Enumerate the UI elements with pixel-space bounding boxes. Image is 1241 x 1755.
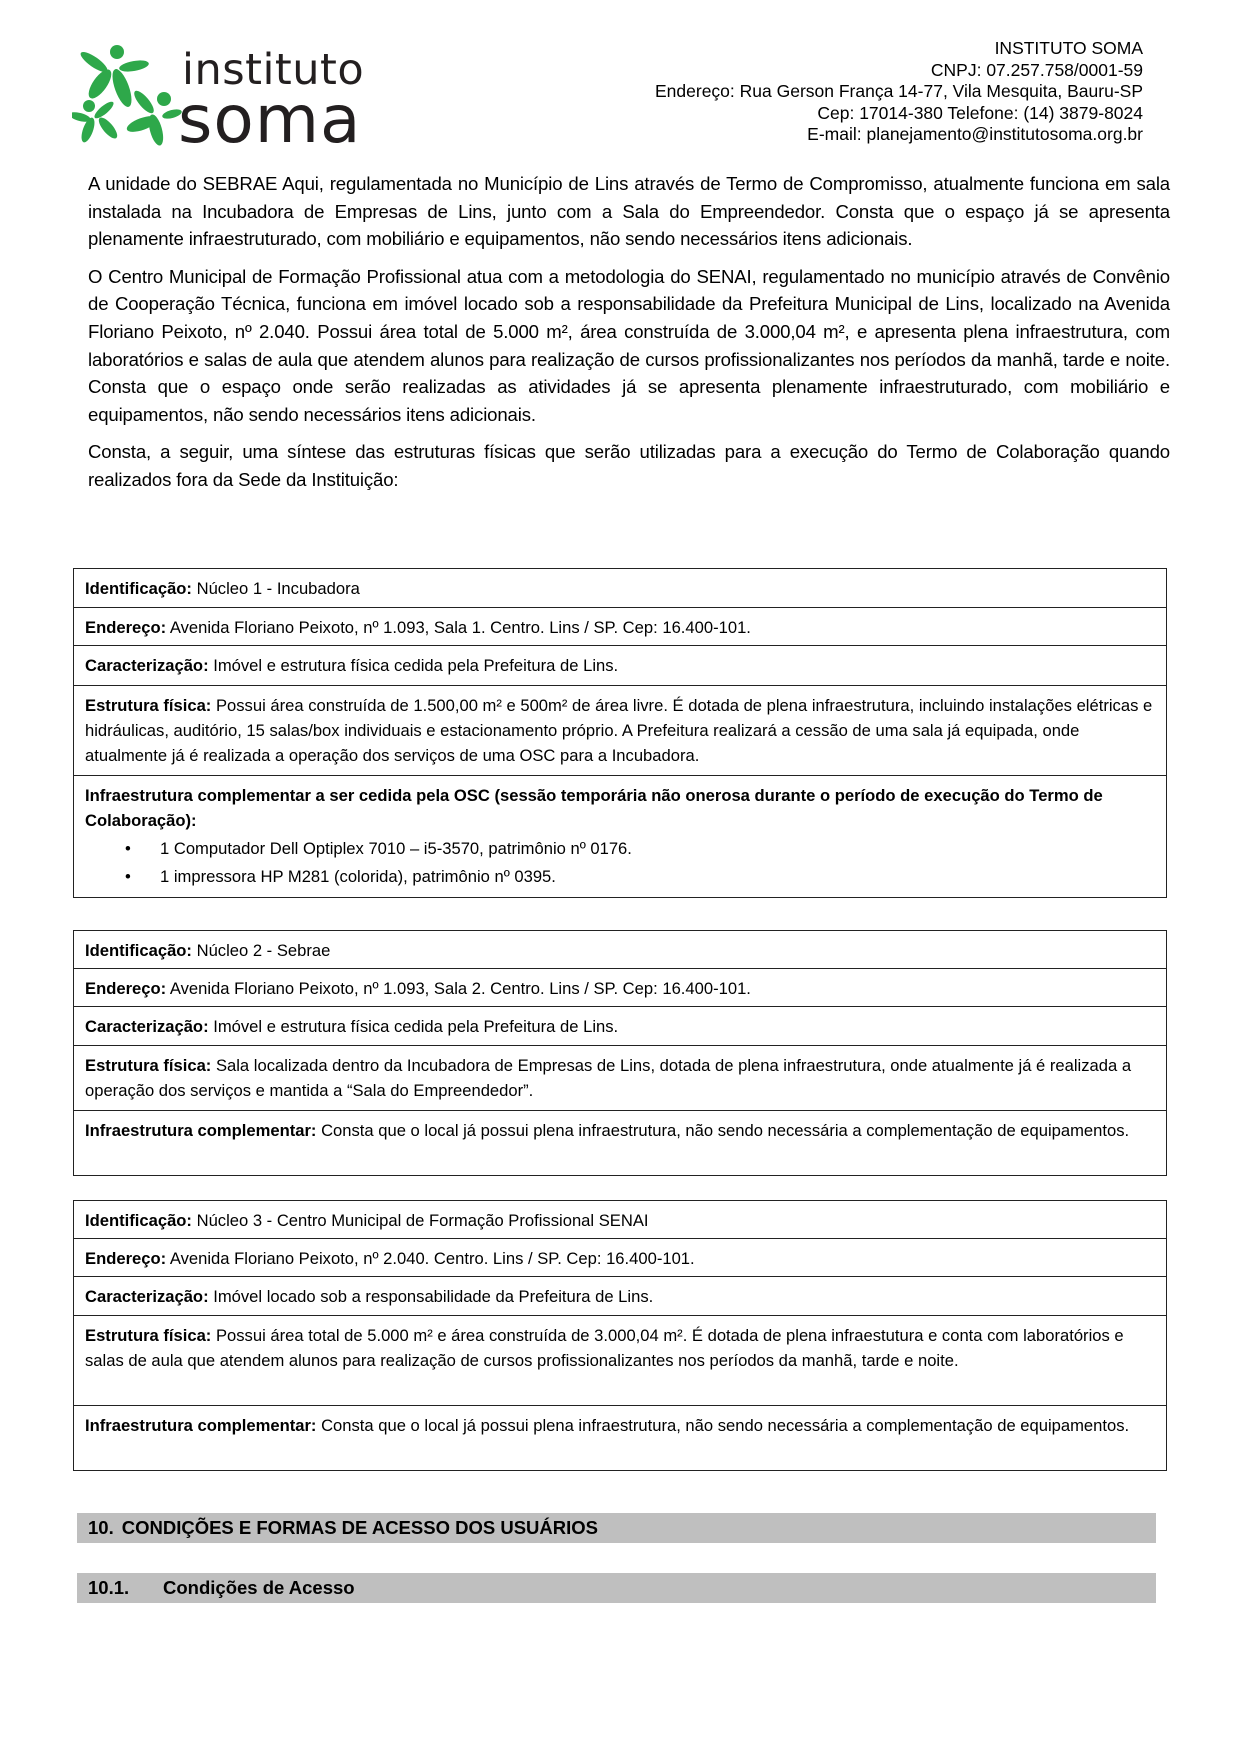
- logo-line-soma: soma: [178, 81, 362, 158]
- row-identificacao: [74, 1201, 1166, 1239]
- label-caracterizacao: Caracterização:: [85, 1017, 209, 1036]
- value-identificacao: Núcleo 1 - Incubadora: [191, 579, 360, 598]
- row-infraestrutura-complementar: [74, 1406, 1166, 1470]
- section-heading-10: [77, 1513, 1156, 1543]
- label-estrutura-fisica: Estrutura física:: [85, 1326, 212, 1345]
- value-caracterizacao: Imóvel locado sob a responsabilidade da Prefeitura de Lins.: [208, 1287, 654, 1306]
- org-address: Endereço: Rua Gerson França 14-77, Vila Mesquita, Bauru-SP: [655, 81, 1143, 101]
- paragraph-centro-municipal: O Centro Municipal de Formação Profissional atua com a metodologia do SENAI, regulamentado no município através de Convênio de Cooperação Técnica, funciona em imóvel locado sob a responsabilidade da Prefeitura Municipal de Lins, localizado na Avenida Floriano Peixoto, nº 2.040. Possui área total de 5.000 m², área construída de 3.000,04 m², e apresenta plena infraestrutura, com laboratórios e salas de aula que atendem alunos para realização de cursos profissionalizantes nos períodos da manhã, tarde e noite. Consta que o espaço onde serão realizadas as atividades já se apresenta plenamente infraestruturado, com mobiliário e equipamentos, não sendo necessários itens adicionais.: [88, 265, 1170, 425]
- row-caracterizacao: [74, 1007, 1166, 1046]
- org-email: E-mail: planejamento@institutosoma.org.br: [807, 124, 1143, 144]
- row-endereco: [74, 608, 1166, 646]
- equipment-list: [85, 835, 1155, 891]
- org-cnpj: CNPJ: 07.257.758/0001-59: [930, 59, 1143, 80]
- nucleo-3-table: [73, 1200, 1167, 1471]
- value-estrutura-fisica: Possui área total de 5.000 m² e área construída de 3.000,04 m². É dotada de plena infraestutura e conta com laboratórios e salas de aula que atendem alunos para realização de cursos profissionalizantes nos períodos da manhã, tarde e noite.: [85, 1326, 1124, 1370]
- body-text: [88, 170, 1170, 504]
- value-caracterizacao: Imóvel e estrutura física cedida pela Prefeitura de Lins.: [208, 1017, 619, 1036]
- label-infraestrutura-complementar: Infraestrutura complementar a ser cedida pela OSC (sessão temporária não onerosa durante o período de execução do Termo de Colaboração):: [85, 786, 1103, 830]
- row-endereco: [74, 1239, 1166, 1277]
- label-endereco: Endereço:: [85, 979, 167, 998]
- section-number: 10.1.: [88, 1577, 130, 1598]
- row-identificacao: [74, 931, 1166, 969]
- nucleo-1-table: [73, 568, 1167, 898]
- label-identificacao: Identificação:: [85, 941, 192, 960]
- letterhead: [0, 0, 1241, 160]
- three-green-figures-logo-icon: [72, 44, 182, 149]
- row-identificacao: [74, 569, 1166, 608]
- organization-contact-block: [655, 38, 1143, 146]
- section-number: 10.: [88, 1517, 114, 1538]
- label-endereco: Endereço:: [85, 618, 167, 637]
- row-infraestrutura-complementar: [74, 1111, 1166, 1175]
- label-caracterizacao: Caracterização:: [85, 656, 209, 675]
- list-item: [85, 863, 1155, 891]
- paragraph-sebrae: A unidade do SEBRAE Aqui, regulamentada no Município de Lins através de Termo de Compromisso, atualmente funciona em sala instalada na Incubadora de Empresas de Lins, junto com a Sala do Empreendedor. Consta que o espaço já se apresenta plenamente infraestruturado, com mobiliário e equipamentos, não sendo necessários itens adicionais.: [88, 173, 1170, 250]
- value-endereco: Avenida Floriano Peixoto, nº 1.093, Sala 1. Centro. Lins / SP. Cep: 16.400-101.: [166, 618, 751, 637]
- paragraph-sintese: Consta, a seguir, uma síntese das estruturas físicas que serão utilizadas para a execução do Termo de Colaboração quando realizados fora da Sede da Instituição:: [88, 441, 1170, 490]
- label-identificacao: Identificação:: [85, 579, 192, 598]
- value-identificacao: Núcleo 3 - Centro Municipal de Formação Profissional SENAI: [191, 1211, 649, 1230]
- section-heading-10-1: [77, 1573, 1156, 1603]
- equipment-item-printer: 1 impressora HP M281 (colorida), patrimônio nº 0395.: [160, 867, 556, 886]
- value-infraestrutura-complementar: Consta que o local já possui plena infraestrutura, não sendo necessária a complementação de equipamentos.: [316, 1416, 1130, 1435]
- value-endereco: Avenida Floriano Peixoto, nº 1.093, Sala 2. Centro. Lins / SP. Cep: 16.400-101.: [166, 979, 751, 998]
- row-caracterizacao: [74, 646, 1166, 686]
- section-title: Condições de Acesso: [163, 1577, 355, 1598]
- row-infraestrutura-complementar: [74, 776, 1166, 897]
- label-caracterizacao: Caracterização:: [85, 1287, 209, 1306]
- logo-line-instituto: instituto: [182, 45, 365, 95]
- row-estrutura-fisica: [74, 1316, 1166, 1406]
- label-estrutura-fisica: Estrutura física:: [85, 696, 212, 715]
- label-endereco: Endereço:: [85, 1249, 167, 1268]
- row-estrutura-fisica: [74, 1046, 1166, 1111]
- org-name: INSTITUTO SOMA: [994, 38, 1143, 58]
- bullet-icon: •: [125, 867, 131, 886]
- nucleo-2-table: [73, 930, 1167, 1176]
- equipment-item-computer: 1 Computador Dell Optiplex 7010 – i5-3570, patrimônio nº 0176.: [160, 839, 632, 858]
- label-estrutura-fisica: Estrutura física:: [85, 1056, 212, 1075]
- list-item: [85, 835, 1155, 863]
- value-caracterizacao: Imóvel e estrutura física cedida pela Prefeitura de Lins.: [208, 656, 619, 675]
- value-endereco: Avenida Floriano Peixoto, nº 2.040. Centro. Lins / SP. Cep: 16.400-101.: [166, 1249, 695, 1268]
- org-cep-phone: Cep: 17014-380 Telefone: (14) 3879-8024: [817, 102, 1143, 123]
- value-estrutura-fisica: Sala localizada dentro da Incubadora de Empresas de Lins, dotada de plena infraestrutura, onde atualmente já é realizada a operação dos serviços e mantida a “Sala do Empreendedor”.: [85, 1056, 1132, 1100]
- instituto-soma-logo: [72, 44, 365, 158]
- row-estrutura-fisica: [74, 686, 1166, 776]
- section-title: CONDIÇÕES E FORMAS DE ACESSO DOS USUÁRIOS: [121, 1517, 598, 1538]
- bullet-icon: •: [125, 839, 131, 858]
- value-estrutura-fisica: Possui área construída de 1.500,00 m² e 500m² de área livre. É dotada de plena infraestrutura, incluindo instalações elétricas e hidráulicas, auditório, 15 salas/box individuais e estacionamento próprio. A Prefeitura realizará a cessão de uma sala já equipada, onde atualmente já é realizada a operação dos serviços de uma OSC para a Incubadora.: [85, 696, 1153, 765]
- label-infraestrutura-complementar: Infraestrutura complementar:: [85, 1416, 317, 1435]
- value-infraestrutura-complementar: Consta que o local já possui plena infraestrutura, não sendo necessária a complementação de equipamentos.: [316, 1121, 1130, 1140]
- value-identificacao: Núcleo 2 - Sebrae: [191, 941, 331, 960]
- label-identificacao: Identificação:: [85, 1211, 192, 1230]
- row-caracterizacao: [74, 1277, 1166, 1316]
- logo-wordmark: [178, 45, 365, 158]
- label-infraestrutura-complementar: Infraestrutura complementar:: [85, 1121, 317, 1140]
- row-endereco: [74, 969, 1166, 1007]
